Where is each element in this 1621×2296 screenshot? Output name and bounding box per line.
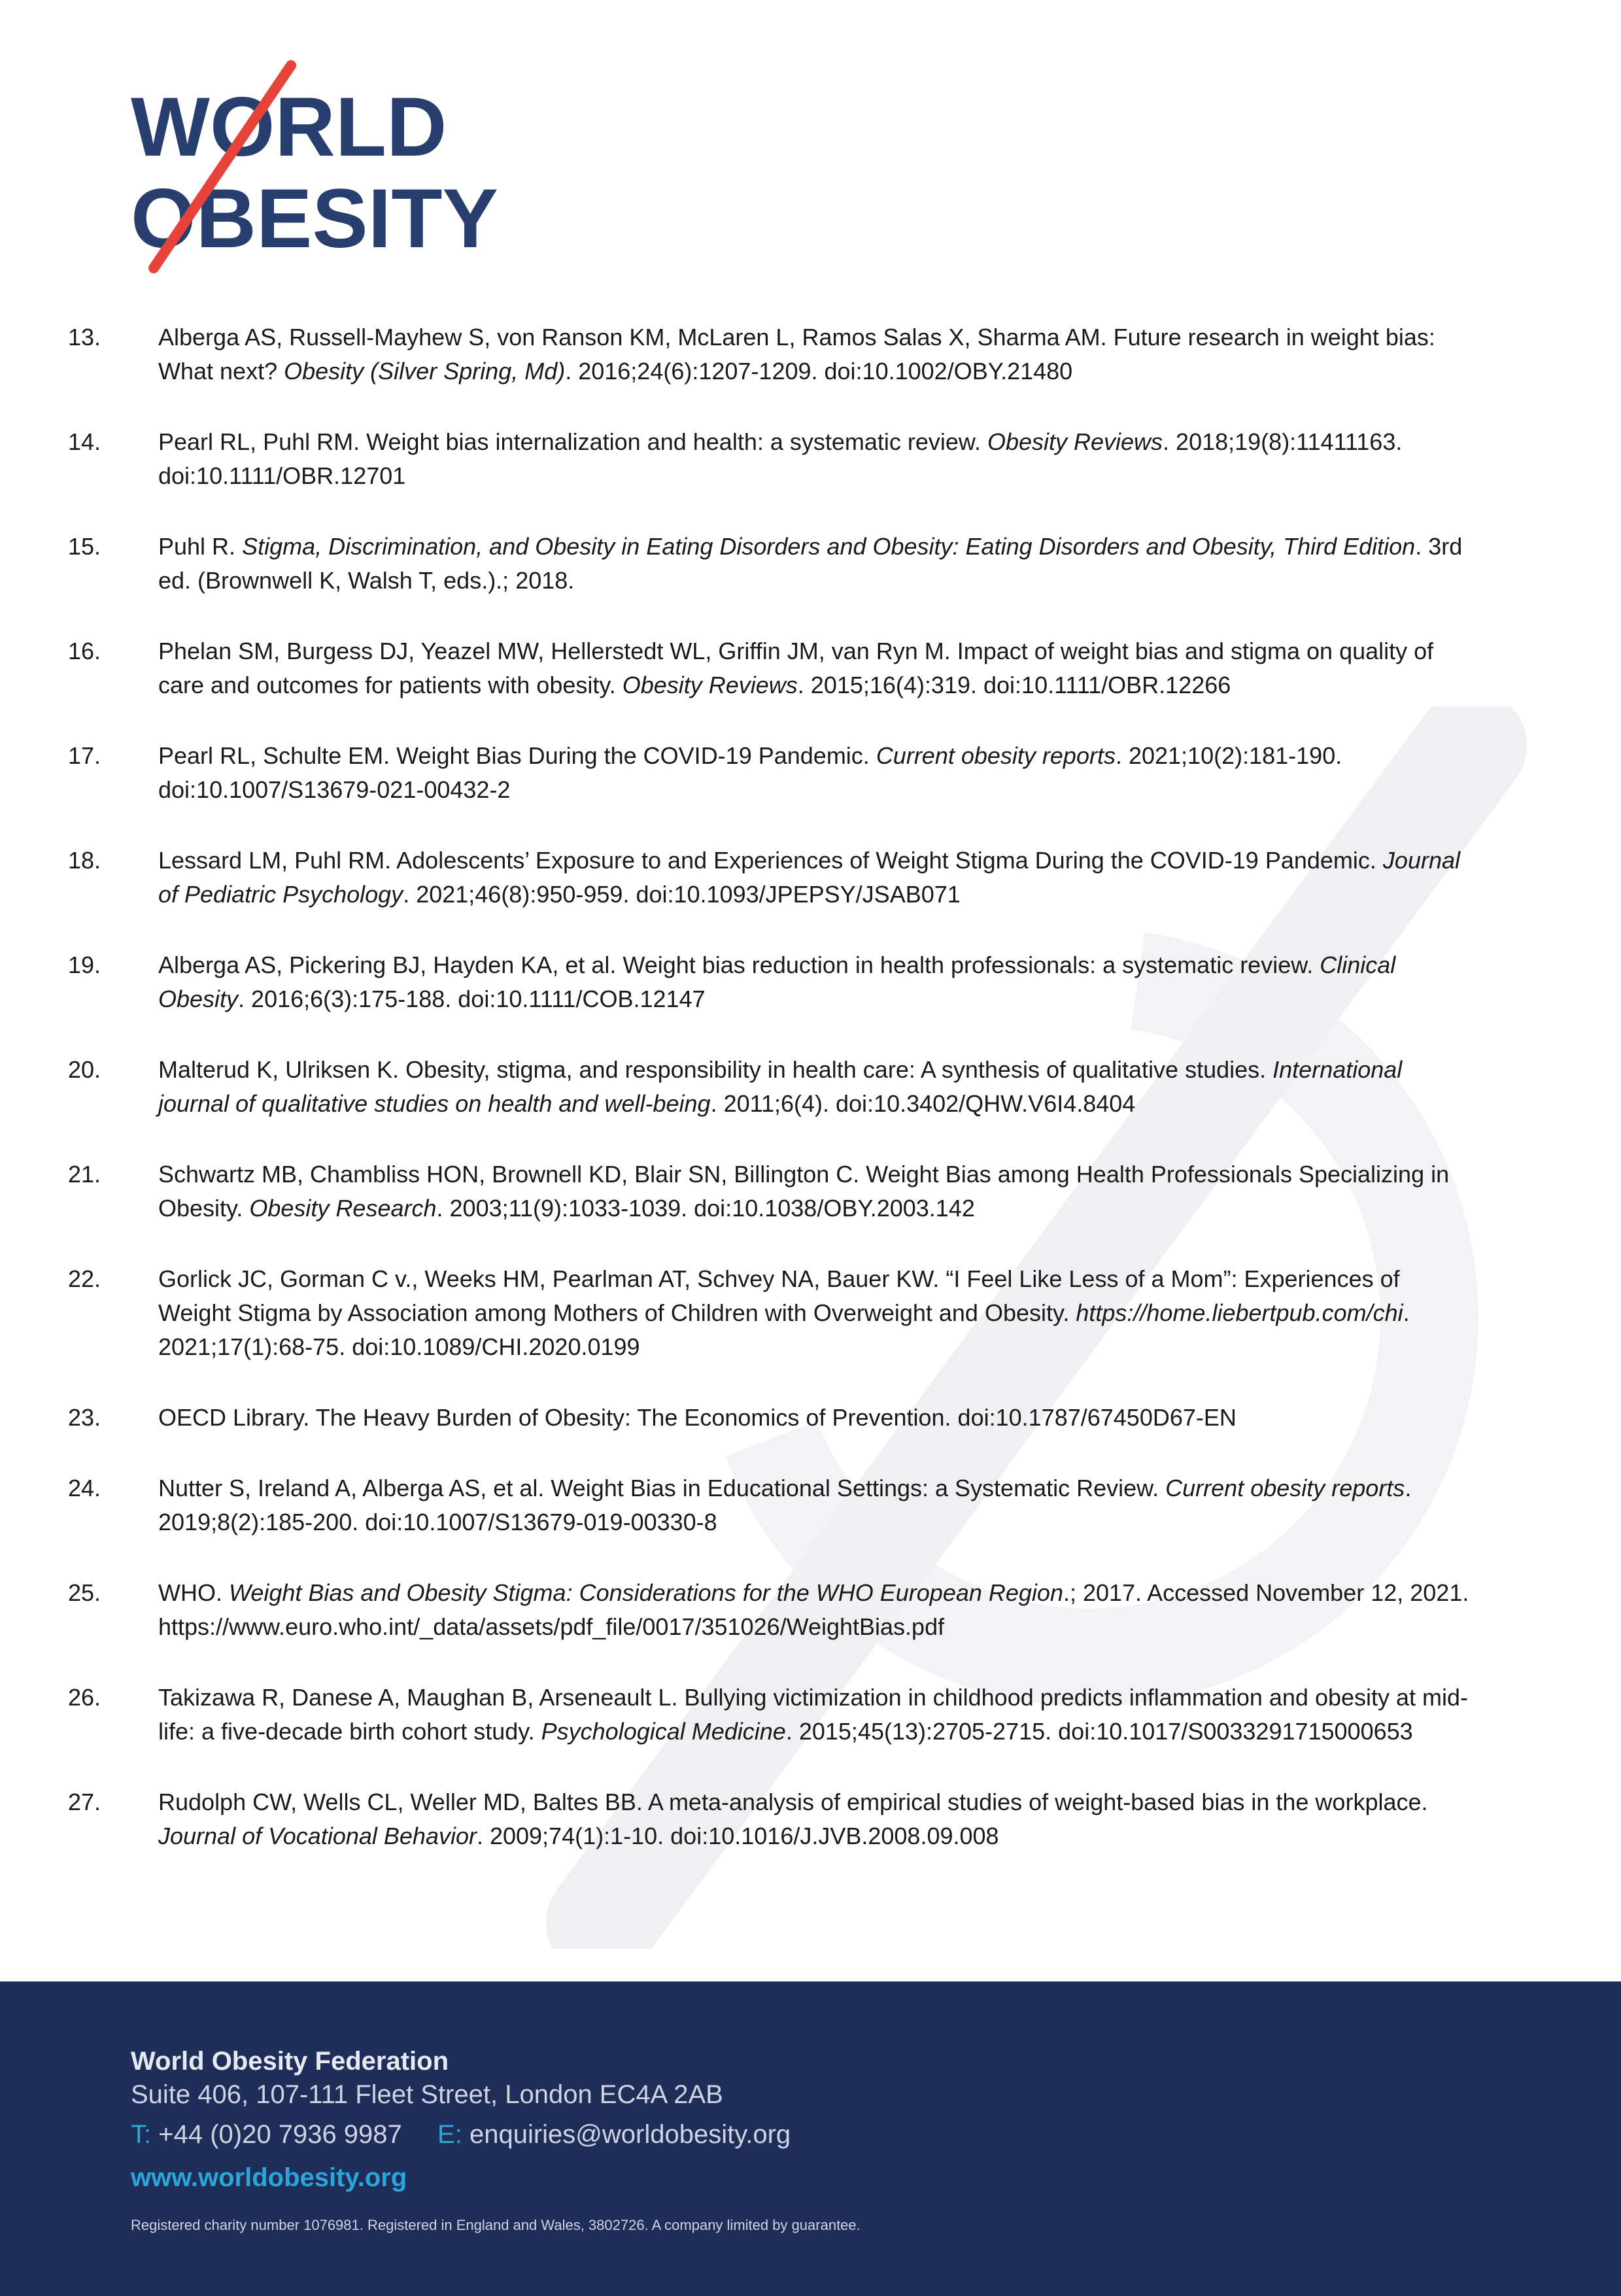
reference-source-title: Obesity Reviews [622, 672, 798, 698]
reference-source-title: Current obesity reports [876, 742, 1116, 769]
reference-text [158, 320, 1474, 388]
reference-text-segment: Pearl RL, Schulte EM. Weight Bias During the COVID-19 Pandemic. [158, 742, 876, 769]
email-link[interactable]: enquiries@worldobesity.org [469, 2120, 791, 2149]
footer-address: Suite 406, 107-111 Fleet Street, London EC4A 2AB [131, 2080, 723, 2109]
reference-text [158, 1401, 1474, 1435]
reference-text-segment: Gorlick JC, Gorman C v., Weeks HM, Pearlman AT, Schvey NA, Bauer KW. “I Feel Like Less of a Mom”: Experiences of Weight Stigma by Association among Mothers of Children with Overweight and Obesity. [158, 1265, 1400, 1326]
reference-item [68, 1576, 1474, 1644]
reference-number: 24. [68, 1475, 101, 1501]
logo-line1: WORLD [131, 80, 447, 174]
email-label: E: [437, 2120, 462, 2149]
reference-number: 27. [68, 1789, 101, 1815]
reference-number: 14. [68, 428, 101, 455]
reference-text-segment: Alberga AS, Pickering BJ, Hayden KA, et al. Weight bias reduction in health professionals: a systematic review. [158, 951, 1320, 978]
reference-text [158, 1681, 1474, 1749]
footer-contact [131, 2120, 791, 2150]
reference-source-title: Obesity Research [249, 1195, 437, 1222]
world-obesity-logo [124, 59, 530, 281]
reference-text-segment: WHO. [158, 1579, 229, 1606]
reference-item [68, 530, 1474, 598]
reference-text-segment: Lessard LM, Puhl RM. Adolescents’ Exposure to and Experiences of Weight Stigma During the COVID-19 Pandemic. [158, 847, 1383, 874]
reference-text [158, 844, 1474, 912]
reference-source-title: https://home.liebertpub.com/chi [1076, 1299, 1403, 1326]
reference-source-title: Psychological Medicine [541, 1718, 786, 1745]
reference-item [68, 1262, 1474, 1364]
reference-text [158, 1471, 1474, 1539]
reference-text-segment: Alberga AS, Russell-Mayhew S, von Ranson KM, McLaren L, Ramos Salas X, Sharma AM. Future research in weight bias: What next? [158, 324, 1435, 385]
reference-number: 22. [68, 1265, 101, 1292]
reference-item [68, 1401, 1474, 1435]
footer [0, 1981, 1621, 2296]
reference-source-title: Current obesity reports [1165, 1475, 1405, 1501]
reference-text-segment: . 2016;24(6):1207-1209. doi:10.1002/OBY.21480 [565, 358, 1073, 385]
reference-source-title: Stigma, Discrimination, and Obesity in Eating Disorders and Obesity: Eating Disorders and Obesity, Third Edition [242, 533, 1416, 560]
reference-number: 17. [68, 742, 101, 769]
reference-text-segment: Takizawa R, Danese A, Maughan B, Arseneault L. Bullying victimization in childhood predicts inflammation and obesity at mid-life: a five-decade birth cohort study. [158, 1684, 1469, 1745]
reference-item [68, 320, 1474, 388]
reference-text-segment: OECD Library. The Heavy Burden of Obesity: The Economics of Prevention. doi:10.1787/67450D67-EN [158, 1404, 1237, 1431]
reference-number: 25. [68, 1579, 101, 1606]
reference-number: 23. [68, 1404, 101, 1431]
legal-notice: Registered charity number 1076981. Registered in England and Wales, 3802726. A company limited by guarantee. [131, 2217, 861, 2233]
reference-source-title: Clinical Obesity [158, 951, 1396, 1012]
reference-text-segment: . 3rd ed. (Brownwell K, Walsh T, eds.).; 2018. [158, 533, 1463, 594]
reference-source-title: Obesity Reviews [987, 428, 1163, 455]
phone-label: T: [131, 2120, 152, 2149]
reference-text-segment: . 2021;17(1):68-75. doi:10.1089/CHI.2020.0199 [158, 1299, 1410, 1360]
reference-number: 21. [68, 1161, 101, 1188]
phone-number[interactable]: +44 (0)20 7936 9987 [158, 2120, 402, 2149]
reference-item [68, 739, 1474, 807]
reference-text-segment: Malterud K, Ulriksen K. Obesity, stigma, and responsibility in health care: A synthesis of qualitative studies. [158, 1056, 1273, 1083]
reference-text [158, 948, 1474, 1016]
reference-source-title: Journal of Vocational Behavior [158, 1823, 477, 1849]
reference-source-title: Obesity (Silver Spring, Md) [284, 358, 566, 385]
reference-item [68, 1681, 1474, 1749]
reference-text [158, 1576, 1474, 1644]
reference-number: 15. [68, 533, 101, 560]
reference-number: 18. [68, 847, 101, 874]
reference-source-title: Journal of Pediatric Psychology [158, 847, 1460, 908]
reference-text-segment: . 2011;6(4). doi:10.3402/QHW.V6I4.8404 [710, 1090, 1136, 1117]
reference-number: 16. [68, 638, 101, 664]
reference-number: 20. [68, 1056, 101, 1083]
reference-text-segment: . 2015;16(4):319. doi:10.1111/OBR.12266 [797, 672, 1231, 698]
reference-text-segment: . 2021;46(8):950-959. doi:10.1093/JPEPSY/JSAB071 [403, 881, 961, 908]
reference-item [68, 1471, 1474, 1539]
reference-source-title: Weight Bias and Obesity Stigma: Considerations for the WHO European Region [228, 1579, 1063, 1606]
reference-number: 13. [68, 324, 101, 351]
reference-text-segment: Phelan SM, Burgess DJ, Yeazel MW, Hellerstedt WL, Griffin JM, van Ryn M. Impact of weight bias and stigma on quality of care and outcomes for patients with obesity. [158, 638, 1434, 698]
reference-item [68, 634, 1474, 702]
reference-text [158, 1157, 1474, 1225]
reference-text-segment: Pearl RL, Puhl RM. Weight bias internalization and health: a systematic review. [158, 428, 987, 455]
reference-text-segment: . 2015;45(13):2705-2715. doi:10.1017/S0033291715000653 [785, 1718, 1413, 1745]
reference-text-segment: .; 2017. Accessed November 12, 2021. https://www.euro.who.int/_data/assets/pdf_file/0017/351026/WeightBias.pdf [158, 1579, 1469, 1640]
reference-text-segment: . 2009;74(1):1-10. doi:10.1016/J.JVB.2008.09.008 [476, 1823, 999, 1849]
reference-text-segment: Puhl R. [158, 533, 243, 560]
reference-text [158, 1785, 1474, 1853]
reference-text [158, 530, 1474, 598]
reference-list [68, 320, 1474, 1890]
reference-number: 19. [68, 951, 101, 978]
logo-line2: OBESITY [131, 172, 498, 266]
reference-text-segment: Schwartz MB, Chambliss HON, Brownell KD, Blair SN, Billington C. Weight Bias among Health Professionals Specializing in Obesity. [158, 1161, 1450, 1222]
reference-number: 26. [68, 1684, 101, 1711]
reference-text-segment: Nutter S, Ireland A, Alberga AS, et al. Weight Bias in Educational Settings: a Systematic Review. [158, 1475, 1166, 1501]
reference-text [158, 634, 1474, 702]
reference-text [158, 1262, 1474, 1364]
reference-text-segment: . 2003;11(9):1033-1039. doi:10.1038/OBY.2003.142 [436, 1195, 975, 1222]
reference-item [68, 425, 1474, 493]
reference-text [158, 739, 1474, 807]
reference-item [68, 948, 1474, 1016]
reference-item [68, 1785, 1474, 1853]
reference-text-segment: . 2018;19(8):11411163. doi:10.1111/OBR.12701 [158, 428, 1403, 489]
reference-text-segment: . 2021;10(2):181-190. doi:10.1007/S13679-021-00432-2 [158, 742, 1342, 803]
reference-text [158, 1053, 1474, 1121]
reference-item [68, 844, 1474, 912]
reference-text [158, 425, 1474, 493]
reference-item [68, 1157, 1474, 1225]
reference-text-segment: Rudolph CW, Wells CL, Weller MD, Baltes BB. A meta-analysis of empirical studies of weight-based bias in the workplace. [158, 1789, 1428, 1815]
reference-source-title: International journal of qualitative studies on health and well-being [158, 1056, 1403, 1117]
footer-org-name: World Obesity Federation [131, 2047, 449, 2076]
website-link[interactable]: www.worldobesity.org [131, 2163, 407, 2192]
reference-text-segment: . 2016;6(3):175-188. doi:10.1111/COB.12147 [238, 985, 706, 1012]
reference-item [68, 1053, 1474, 1121]
reference-text-segment: . 2019;8(2):185-200. doi:10.1007/S13679-019-00330-8 [158, 1475, 1412, 1535]
